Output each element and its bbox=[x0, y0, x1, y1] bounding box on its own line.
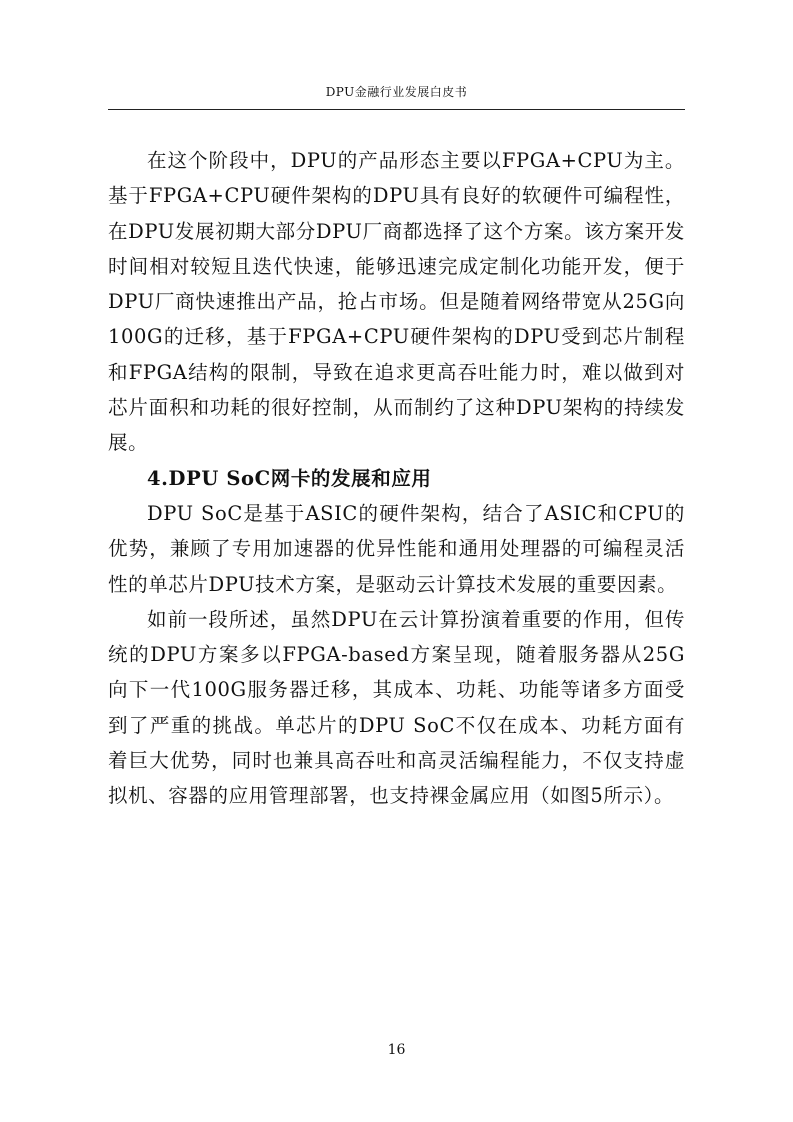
running-header: DPU金融行业发展白皮书 bbox=[325, 85, 468, 99]
body-paragraph: 如前一段所述，虽然DPU在云计算扮演着重要的作用，但传统的DPU方案多以FPGA-based方案呈现，随着服务器从25G向下一代100G服务器迁移，其成本、功耗、功能等诸多方面受到了严重的挑战。单芯片的DPU SoC不仅在成本、功耗方面有着巨大优势，同时也兼具高吞吐和高灵活编程能力，不仅支持虚拟机、容器的应用管理部署，也支持裸金属应用（如图5所示）。 bbox=[108, 607, 685, 808]
section-heading: 4.DPU SoC网卡的发展和应用 bbox=[147, 466, 432, 490]
body-paragraph: 在这个阶段中，DPU的产品形态主要以FPGA+CPU为主。基于FPGA+CPU硬件架构的DPU具有良好的软硬件可编程性，在DPU发展初期大部分DPU厂商都选择了这个方案。该方案开发时间相对较短且迭代快速，能够迅速完成定制化功能开发，便于DPU厂商快速推出产品，抢占市场。但是随着网络带宽从25G向100G的迁移，基于FPGA+CPU硬件架构的DPU受到芯片制程和FPGA结构的限制，导致在追求更高吞吐能力时，难以做到对芯片面积和功耗的很好控制，从而制约了这种DPU架构的持续发展。 bbox=[108, 149, 685, 455]
header-divider bbox=[108, 109, 685, 110]
body-paragraph: DPU SoC是基于ASIC的硬件架构，结合了ASIC和CPU的优势，兼顾了专用加速器的优异性能和通用处理器的可编程灵活性的单芯片DPU技术方案，是驱动云计算技术发展的重要因素。 bbox=[108, 501, 685, 596]
page-number: 16 bbox=[387, 1042, 406, 1058]
page-body bbox=[108, 143, 685, 814]
